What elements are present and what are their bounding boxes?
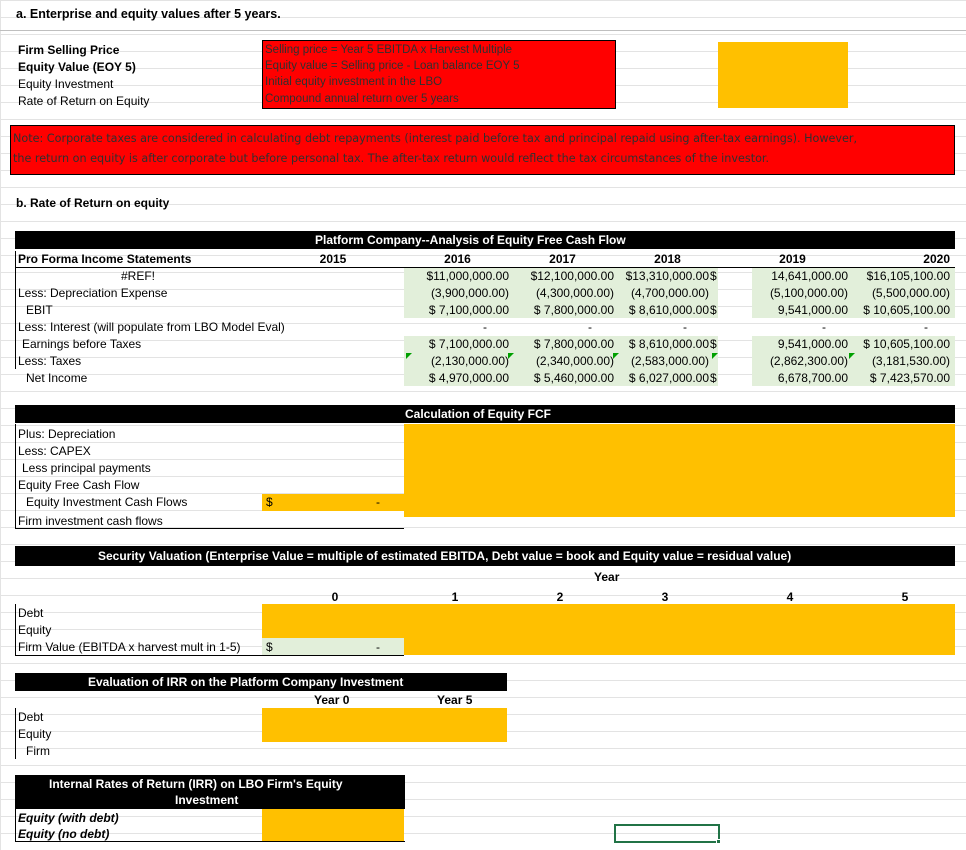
income-cell[interactable]: $12,100,000.00 xyxy=(530,269,614,283)
income-cell[interactable]: $ xyxy=(710,303,717,317)
irr-label-firm: Firm xyxy=(26,744,50,758)
sec-year-2: 2 xyxy=(556,590,564,604)
income-cell[interactable]: 14,641,000.00 xyxy=(771,269,848,283)
error-flag xyxy=(508,353,514,359)
sec-year-0: 0 xyxy=(331,590,339,604)
irr-eval-cells[interactable] xyxy=(262,708,507,742)
income-cell[interactable]: (5,100,000.00) xyxy=(769,286,848,300)
income-cell[interactable]: (2,862,300.00) xyxy=(769,354,848,368)
irr-label-no-debt: Equity (no debt) xyxy=(18,827,110,841)
income-cell[interactable]: (3,900,000.00) xyxy=(430,286,509,300)
income-row-label: Less: Depreciation Expense xyxy=(18,286,168,300)
year-2018: 2018 xyxy=(654,252,681,266)
sec-label-firm: Firm Value (EBITDA x harvest mult in 1-5) xyxy=(18,640,241,654)
irr-eval-year0: Year 0 xyxy=(314,693,350,707)
income-cell[interactable]: $ 5,460,000.00 xyxy=(533,371,614,385)
sec-year-3: 3 xyxy=(661,590,669,604)
selling-price-note: Selling price = Year 5 EBITDA x Harvest Multiple xyxy=(265,44,513,56)
income-cell[interactable]: (4,300,000.00) xyxy=(535,286,614,300)
firm-value-year0-cell xyxy=(262,638,404,655)
income-cell[interactable]: $ xyxy=(710,371,717,385)
income-cell[interactable]: (2,340,000.00) xyxy=(535,354,614,368)
error-flag xyxy=(406,353,412,359)
income-header: Platform Company--Analysis of Equity Free Cash Flow xyxy=(315,233,626,247)
sec-year-5: 5 xyxy=(901,590,909,604)
fcf-input-cells[interactable] xyxy=(404,424,955,517)
income-cell[interactable]: $ xyxy=(710,337,717,351)
income-cell[interactable]: $ 8,610,000.00 xyxy=(628,303,709,317)
year-2017: 2017 xyxy=(549,252,576,266)
irr-header-line-1: Internal Rates of Return (IRR) on LBO Firm's Equity xyxy=(49,777,343,791)
income-cell[interactable]: 9,541,000.00 xyxy=(777,303,848,317)
income-cell[interactable]: $ 7,800,000.00 xyxy=(533,303,614,317)
income-cell[interactable]: (2,583,000.00) xyxy=(630,354,709,368)
income-cell[interactable]: (4,700,000.00) xyxy=(630,286,709,300)
year-2016: 2016 xyxy=(444,252,471,266)
equity-investment-dash: - xyxy=(376,495,380,509)
income-cell[interactable]: 6,678,700.00 xyxy=(777,371,848,385)
tax-note-line-1: Note: Corporate taxes are considered in calculating debt repayments (interest paid before tax and principal repaid using after-tax earnings). However, xyxy=(13,132,858,145)
sec-label-equity: Equity xyxy=(18,623,52,637)
fcf-label-equity-investment: Equity Investment Cash Flows xyxy=(26,495,188,509)
income-cell[interactable]: $16,105,100.00 xyxy=(866,269,950,283)
error-flag xyxy=(712,353,718,359)
income-cell[interactable]: $ 4,970,000.00 xyxy=(428,371,509,385)
irr-eval-header: Evaluation of IRR on the Platform Company Investment xyxy=(88,675,404,689)
error-flag xyxy=(849,353,855,359)
income-cell[interactable]: - xyxy=(483,320,487,334)
income-cell[interactable]: $13,310,000.00 xyxy=(625,269,709,283)
irr-label-debt: Debt xyxy=(18,710,44,724)
security-debt-equity-cells[interactable] xyxy=(262,604,955,638)
year-2015: 2015 xyxy=(319,252,347,266)
income-cell[interactable]: 9,541,000.00 xyxy=(777,337,848,351)
income-cell[interactable]: - xyxy=(588,320,592,334)
fcf-label-principal: Less principal payments xyxy=(22,461,151,475)
income-cell[interactable]: $ 6,027,000.00 xyxy=(628,371,709,385)
part-b-title: b. Rate of Return on equity xyxy=(16,196,170,210)
selected-cell[interactable] xyxy=(614,824,720,843)
income-cell[interactable]: (5,500,000.00) xyxy=(871,286,950,300)
equity-value-label: Equity Value (EOY 5) xyxy=(18,60,136,74)
income-row-label: Less: Interest (will populate from LBO Model Eval) xyxy=(18,320,285,334)
irr-label-with-debt: Equity (with debt) xyxy=(18,811,119,825)
firm-value-dollar: $ xyxy=(266,640,273,654)
sec-year-1: 1 xyxy=(451,590,459,604)
irr-label-equity: Equity xyxy=(18,727,52,741)
firm-selling-price-label: Firm Selling Price xyxy=(18,43,120,57)
irr-header-line-2: Investment xyxy=(175,793,239,807)
year-2019: 2019 xyxy=(779,252,806,266)
income-cell[interactable]: - xyxy=(683,320,687,334)
income-cell[interactable]: $ 7,100,000.00 xyxy=(428,303,509,317)
firm-value-dash: - xyxy=(376,640,380,654)
income-cell[interactable]: (2,130,000.00) xyxy=(430,354,509,368)
fill-handle[interactable] xyxy=(716,839,721,844)
fcf-label-depreciation: Plus: Depreciation xyxy=(18,427,116,441)
income-row-label: Less: Taxes xyxy=(18,354,82,368)
equity-investment-note: Initial equity investment in the LBO xyxy=(265,76,443,88)
income-cell[interactable]: $ 10,605,100.00 xyxy=(863,303,950,317)
income-row-label: EBIT xyxy=(26,303,53,317)
security-year-label: Year xyxy=(594,570,620,584)
irr-cells[interactable] xyxy=(262,809,404,841)
income-cell[interactable]: $ xyxy=(710,269,717,283)
sec-year-4: 4 xyxy=(786,590,794,604)
income-cell[interactable]: $ 7,800,000.00 xyxy=(533,337,614,351)
income-cell[interactable]: $ 7,100,000.00 xyxy=(428,337,509,351)
error-flag xyxy=(613,353,619,359)
fcf-label-firm-investment: Firm investment cash flows xyxy=(18,514,163,528)
income-row-label: Earnings before Taxes xyxy=(22,337,142,351)
income-row-label: Net Income xyxy=(26,371,88,385)
security-header: Security Valuation (Enterprise Value = multiple of estimated EBITDA, Debt value = book and Equity value = residual value) xyxy=(98,549,792,563)
fcf-header: Calculation of Equity FCF xyxy=(405,407,551,421)
income-cell[interactable]: $ 7,423,570.00 xyxy=(869,371,950,385)
fcf-label-capex: Less: CAPEX xyxy=(18,444,91,458)
equity-investment-dollar: $ xyxy=(266,495,273,509)
equity-investment-label: Equity Investment xyxy=(18,77,114,91)
irr-eval-year5: Year 5 xyxy=(437,693,473,707)
income-cell[interactable]: - xyxy=(822,320,826,334)
equity-investment-cell[interactable] xyxy=(262,494,404,511)
return-note: Compound annual return over 5 years xyxy=(265,93,459,105)
fcf-label-equity-fcf: Equity Free Cash Flow xyxy=(18,478,140,492)
income-cell[interactable]: - xyxy=(924,320,928,334)
part-a-answer-cells[interactable] xyxy=(718,42,848,108)
part-a-title: a. Enterprise and equity values after 5 years. xyxy=(16,7,281,21)
pro-forma-title: Pro Forma Income Statements xyxy=(18,252,192,266)
income-cell[interactable]: $ 8,610,000.00 xyxy=(628,337,709,351)
equity-value-note: Equity value = Selling price - Loan balance EOY 5 xyxy=(265,60,520,72)
income-row-label: #REF! xyxy=(120,269,155,283)
tax-note-line-2: the return on equity is after corporate but before personal tax. The after-tax return would reflect the tax circumstances of the investor. xyxy=(13,152,770,165)
firm-value-cells[interactable] xyxy=(404,638,955,655)
rate-of-return-label: Rate of Return on Equity xyxy=(18,94,150,108)
sec-label-debt: Debt xyxy=(18,606,44,620)
income-cell[interactable]: (3,181,530.00) xyxy=(871,354,950,368)
year-2020: 2020 xyxy=(923,252,950,266)
income-cell[interactable]: $ 10,605,100.00 xyxy=(863,337,950,351)
income-cell[interactable]: $11,000,000.00 xyxy=(426,269,509,283)
